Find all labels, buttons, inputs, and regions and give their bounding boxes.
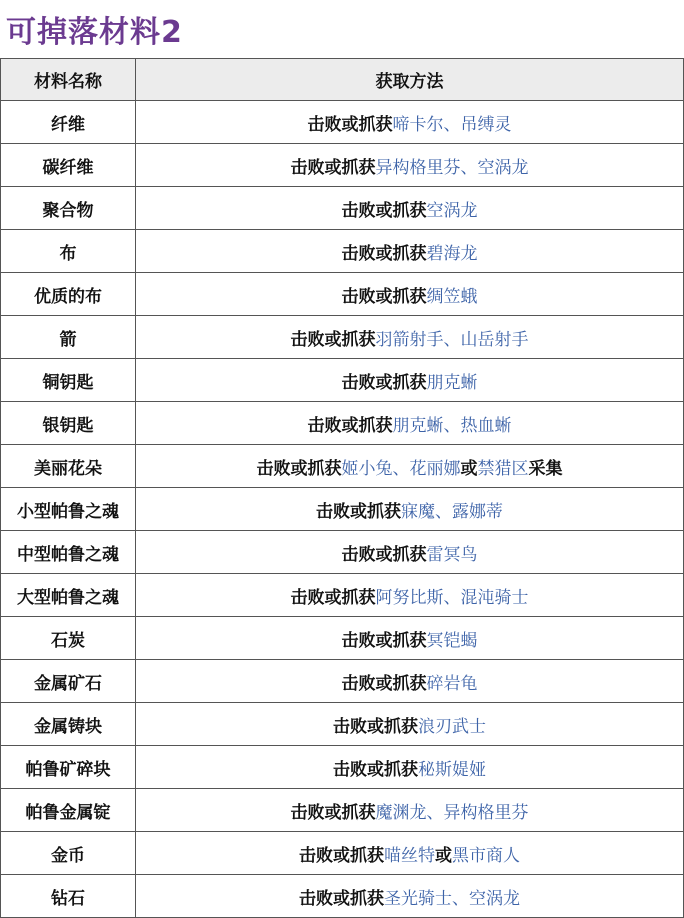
method-cell — [136, 402, 684, 444]
pal-name-text: 喵丝特 — [384, 845, 435, 866]
table-row — [0, 832, 684, 875]
pal-name-text: 羽箭射手、山岳射手 — [375, 329, 529, 350]
table-row — [0, 703, 684, 746]
method-cell — [136, 574, 684, 616]
method-text: 击败或抓获 — [256, 458, 342, 479]
material-name-cell: 帕鲁矿碎块 — [0, 746, 136, 788]
method-text: 或 — [460, 458, 478, 479]
pal-name-text: 黑市商人 — [452, 845, 520, 866]
material-name-cell: 钻石 — [0, 875, 136, 917]
pal-name-text: 碧海龙 — [426, 243, 478, 264]
pal-name-text: 浪刃武士 — [418, 716, 486, 737]
pal-name-text: 碎岩龟 — [426, 673, 478, 694]
method-text: 击败或抓获 — [307, 415, 393, 436]
method-text: 击败或抓获 — [290, 157, 376, 178]
method-text: 击败或抓获 — [341, 243, 427, 264]
column-header-material-name: 材料名称 — [0, 59, 136, 100]
method-cell — [136, 144, 684, 186]
method-cell — [136, 359, 684, 401]
material-name-cell: 大型帕鲁之魂 — [0, 574, 136, 616]
table-row — [0, 144, 684, 187]
material-name-cell: 金属矿石 — [0, 660, 136, 702]
method-cell — [136, 832, 684, 874]
method-text: 击败或抓获 — [341, 673, 427, 694]
table-row — [0, 488, 684, 531]
material-name-cell: 帕鲁金属锭 — [0, 789, 136, 831]
method-cell — [136, 445, 684, 487]
material-name-cell: 金币 — [0, 832, 136, 874]
method-text: 或 — [435, 845, 452, 866]
column-header-method: 获取方法 — [136, 59, 684, 100]
pal-name-text: 秘斯媞娅 — [418, 759, 486, 780]
pal-name-text: 空涡龙 — [426, 200, 478, 221]
material-name-cell: 聚合物 — [0, 187, 136, 229]
method-cell — [136, 230, 684, 272]
material-name-cell: 银钥匙 — [0, 402, 136, 444]
method-cell — [136, 703, 684, 745]
material-name-cell: 铜钥匙 — [0, 359, 136, 401]
method-text: 击败或抓获 — [341, 544, 427, 565]
table-row — [0, 402, 684, 445]
material-name-cell: 纤维 — [0, 101, 136, 143]
material-name-cell: 中型帕鲁之魂 — [0, 531, 136, 573]
method-cell — [136, 531, 684, 573]
method-text: 击败或抓获 — [290, 587, 376, 608]
method-cell — [136, 746, 684, 788]
method-text: 击败或抓获 — [341, 286, 427, 307]
table-row — [0, 617, 684, 660]
method-cell — [136, 488, 684, 530]
material-name-cell: 碳纤维 — [0, 144, 136, 186]
pal-name-text: 姬小兔、花丽娜 — [341, 458, 461, 479]
table-row — [0, 531, 684, 574]
material-name-cell: 布 — [0, 230, 136, 272]
method-cell — [136, 187, 684, 229]
table-row — [0, 273, 684, 316]
method-text: 击败或抓获 — [341, 630, 427, 651]
material-name-cell: 金属铸块 — [0, 703, 136, 745]
method-cell — [136, 273, 684, 315]
pal-name-text: 阿努比斯、混沌骑士 — [375, 587, 529, 608]
table-row — [0, 359, 684, 402]
method-text: 击败或抓获 — [299, 845, 384, 866]
pal-name-text: 寐魔、露娜蒂 — [401, 501, 503, 522]
table-row — [0, 746, 684, 789]
method-text: 采集 — [528, 458, 563, 479]
method-text: 击败或抓获 — [290, 329, 376, 350]
method-text: 击败或抓获 — [333, 716, 418, 737]
method-cell — [136, 316, 684, 358]
method-cell — [136, 101, 684, 143]
table-row — [0, 230, 684, 273]
table-row — [0, 187, 684, 230]
pal-name-text: 朋克蜥 — [426, 372, 478, 393]
method-text: 击败或抓获 — [290, 802, 376, 823]
pal-name-text: 魔渊龙、异构格里芬 — [375, 802, 529, 823]
pal-name-text: 绸笠蛾 — [426, 286, 478, 307]
material-name-cell: 优质的布 — [0, 273, 136, 315]
table-row — [0, 789, 684, 832]
pal-name-text: 冥铠蝎 — [426, 630, 478, 651]
method-text: 击败或抓获 — [333, 759, 418, 780]
table-row — [0, 660, 684, 703]
table-row — [0, 574, 684, 617]
method-cell — [136, 660, 684, 702]
material-name-cell: 箭 — [0, 316, 136, 358]
pal-name-text: 啼卡尔、吊缚灵 — [392, 114, 512, 135]
material-name-cell: 美丽花朵 — [0, 445, 136, 487]
method-text: 击败或抓获 — [341, 200, 427, 221]
method-text: 击败或抓获 — [307, 114, 393, 135]
page-title: 可掉落材料2 — [6, 15, 183, 50]
pal-name-text: 禁猎区 — [477, 458, 529, 479]
method-cell — [136, 617, 684, 659]
pal-name-text: 朋克蜥、热血蜥 — [392, 415, 512, 436]
table-row — [0, 316, 684, 359]
material-name-cell: 石炭 — [0, 617, 136, 659]
materials-table — [0, 58, 684, 918]
method-cell — [136, 789, 684, 831]
table-row — [0, 101, 684, 144]
method-text: 击败或抓获 — [341, 372, 427, 393]
method-text: 击败或抓获 — [299, 888, 384, 909]
material-name-cell: 小型帕鲁之魂 — [0, 488, 136, 530]
method-text: 击败或抓获 — [316, 501, 401, 522]
pal-name-text: 异构格里芬、空涡龙 — [375, 157, 529, 178]
pal-name-text: 圣光骑士、空涡龙 — [384, 888, 520, 909]
table-header-row — [0, 59, 684, 101]
method-cell — [136, 875, 684, 917]
table-row — [0, 875, 684, 918]
pal-name-text: 雷冥鸟 — [426, 544, 478, 565]
table-row — [0, 445, 684, 488]
